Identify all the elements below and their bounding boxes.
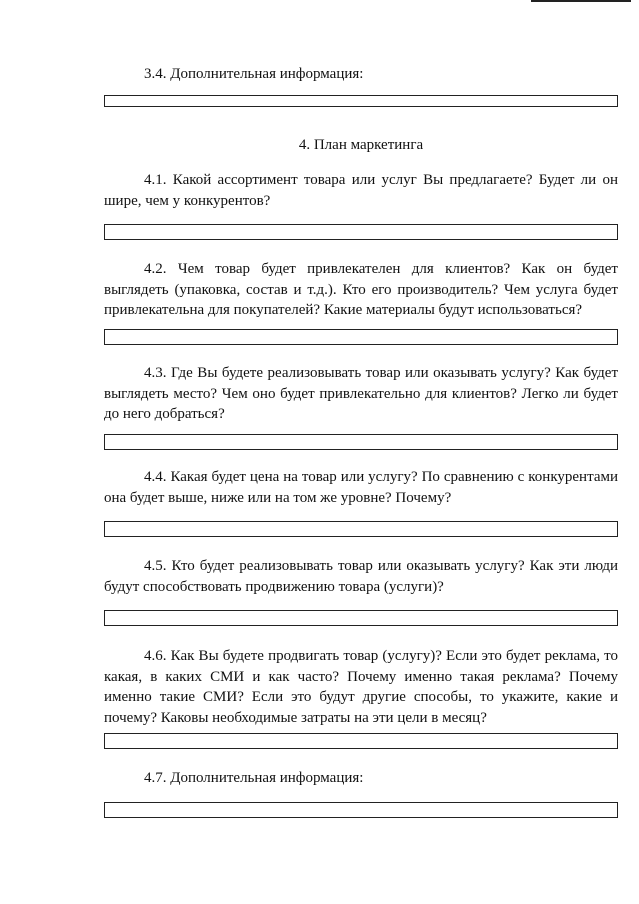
question-4-3-text: 4.3. Где Вы будете реализовывать товар или оказывать услугу? Как будет выглядеть место? Чем оно будет привлекательно для клиентов? Легко ли будет до него добраться?	[104, 365, 618, 422]
answer-field-4-3[interactable]	[104, 434, 618, 450]
answer-field-4-5[interactable]	[104, 610, 618, 626]
answer-field-4-2[interactable]	[104, 329, 618, 345]
question-4-5-text: 4.5. Кто будет реализовывать товар или оказывать услугу? Как эти люди будут способствовать продвижению товара (услуги)?	[104, 558, 618, 595]
question-4-6	[104, 646, 618, 728]
question-4-5	[104, 556, 618, 597]
question-4-7-text: 4.7. Дополнительная информация:	[144, 770, 364, 786]
question-4-4	[104, 467, 618, 508]
question-4-3	[104, 363, 618, 425]
question-4-4-text: 4.4. Какая будет цена на товар или услугу? По сравнению с конкурентами она будет выше, ниже или на том же уровне? Почему?	[104, 469, 618, 506]
answer-field-4-1[interactable]	[104, 224, 618, 240]
question-4-2	[104, 259, 618, 321]
page-edge-mark	[531, 0, 631, 6]
answer-field-3-4[interactable]	[104, 95, 618, 107]
question-4-2-text: 4.2. Чем товар будет привлекателен для клиентов? Как он будет выглядеть (упаковка, состав и т.д.). Кто его производитель? Чем услуга будет привлекательна для покупателей? Какие материалы будут использоваться?	[104, 261, 618, 318]
question-4-7	[104, 768, 618, 789]
section-3-4-label: 3.4. Дополнительная информация:	[144, 66, 364, 82]
section-4-heading: 4. План маркетинга	[298, 137, 424, 153]
answer-field-4-7[interactable]	[104, 802, 618, 818]
section-3-4	[104, 64, 618, 85]
question-4-1	[104, 170, 618, 211]
answer-field-4-6[interactable]	[104, 733, 618, 749]
question-4-6-text: 4.6. Как Вы будете продвигать товар (услугу)? Если это будет реклама, то какая, в каких СМИ и как часто? Почему именно такая реклама? Почему именно такие СМИ? Если это будут другие способы, то укажите, какие и почему? Каковы необходимые затраты на эти цели в месяц?	[104, 648, 618, 726]
answer-field-4-4[interactable]	[104, 521, 618, 537]
question-4-1-text: 4.1. Какой ассортимент товара или услуг Вы предлагаете? Будет ли он шире, чем у конкурентов?	[104, 172, 618, 209]
